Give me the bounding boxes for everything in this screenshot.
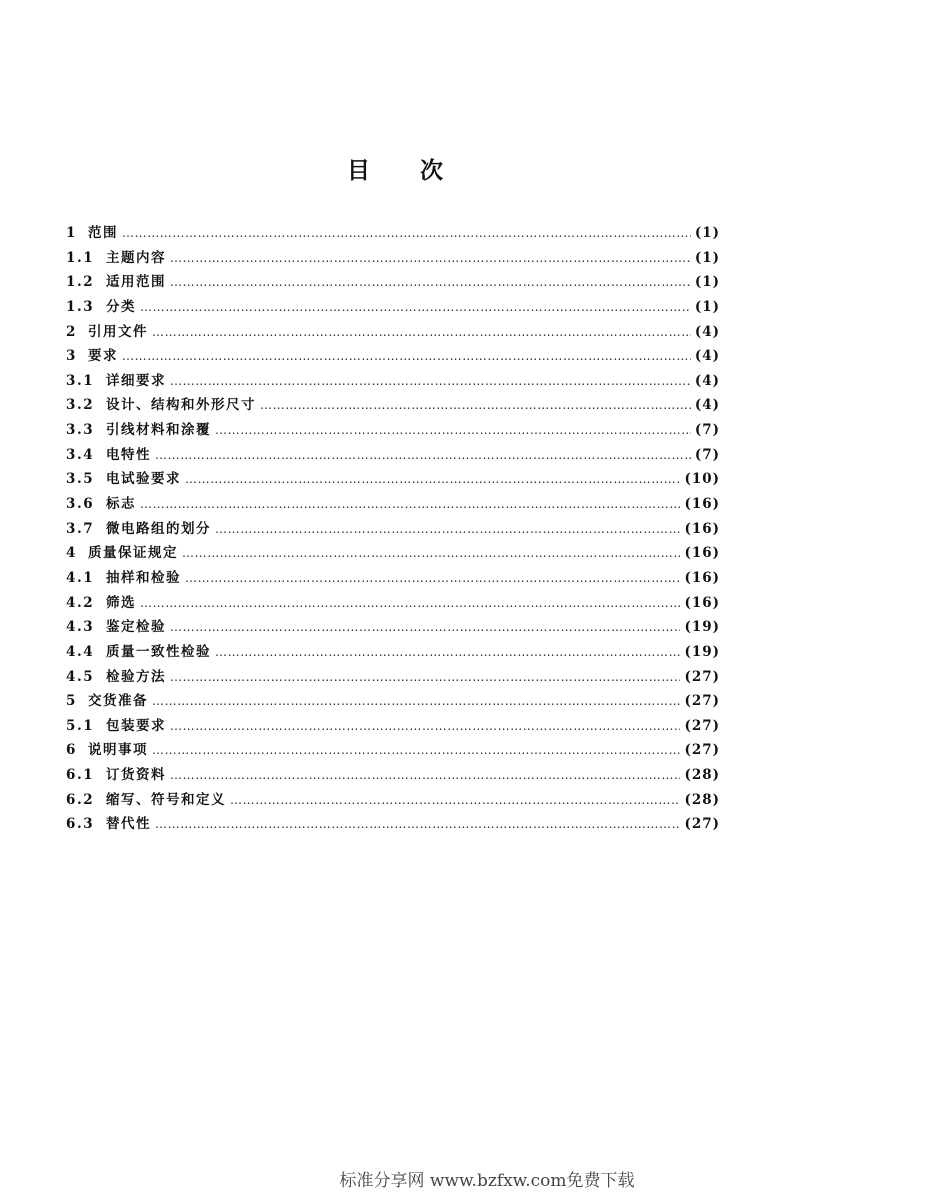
toc-page: (7) [694, 422, 720, 439]
toc-entry[interactable] [66, 763, 720, 788]
page-title [0, 152, 790, 185]
toc-number: 5.1 [66, 717, 95, 734]
toc-page: (16) [684, 520, 720, 537]
toc-number: 3.6 [66, 496, 95, 513]
toc-entry[interactable] [66, 665, 720, 690]
toc-entry[interactable] [66, 492, 720, 517]
toc-page: (27) [684, 816, 720, 833]
toc-leader [215, 423, 691, 437]
toc-page: (1) [694, 274, 720, 291]
toc-leader [170, 719, 680, 733]
toc-number: 6.2 [66, 791, 95, 808]
title-char-right: 次 [420, 158, 443, 184]
toc-number: 1.3 [66, 298, 95, 315]
toc-entry[interactable] [66, 812, 720, 837]
toc-label: 抽样和检验 [106, 569, 181, 586]
toc-number: 5 [66, 693, 77, 710]
footer-watermark: 标准分享网 www.bzfxw.com免费下载 [339, 1171, 635, 1191]
toc-page: (1) [694, 249, 720, 266]
toc-page: (4) [694, 372, 720, 389]
toc-entry[interactable] [66, 344, 720, 369]
toc-label: 引线材料和涂覆 [106, 422, 211, 439]
table-of-contents [66, 221, 720, 837]
toc-leader [170, 374, 691, 388]
toc-label: 引用文件 [88, 323, 148, 340]
toc-number: 3.1 [66, 372, 95, 389]
toc-page: (16) [684, 594, 720, 611]
toc-label: 交货准备 [88, 693, 148, 710]
toc-entry[interactable] [66, 714, 720, 739]
toc-number: 1.2 [66, 274, 95, 291]
toc-page: (28) [684, 767, 720, 784]
toc-number: 4.2 [66, 594, 95, 611]
toc-leader [140, 300, 691, 314]
toc-label: 微电路组的划分 [106, 520, 211, 537]
toc-label: 替代性 [106, 816, 151, 833]
toc-number: 6 [66, 742, 77, 759]
toc-entry[interactable] [66, 221, 720, 246]
toc-number: 6.3 [66, 816, 95, 833]
toc-leader [140, 497, 680, 511]
toc-page: (4) [694, 348, 720, 365]
toc-label: 要求 [88, 348, 118, 365]
toc-leader [170, 670, 680, 684]
toc-label: 范围 [88, 225, 118, 241]
toc-number: 4 [66, 545, 77, 562]
toc-entry[interactable] [66, 689, 720, 714]
toc-page: (16) [684, 496, 720, 513]
toc-number: 3.7 [66, 520, 95, 537]
toc-leader [215, 645, 680, 659]
toc-page: (27) [684, 693, 720, 710]
toc-entry[interactable] [66, 418, 720, 443]
toc-number: 3.2 [66, 397, 95, 414]
toc-number: 3 [66, 348, 77, 365]
toc-label: 主题内容 [106, 249, 166, 266]
toc-page: (19) [684, 619, 720, 636]
toc-entry[interactable] [66, 738, 720, 763]
toc-page: (27) [684, 668, 720, 685]
toc-number: 1 [66, 225, 77, 241]
toc-entry[interactable] [66, 320, 720, 345]
toc-leader [185, 472, 680, 486]
toc-leader [230, 793, 680, 807]
toc-leader [170, 275, 691, 289]
toc-entry[interactable] [66, 295, 720, 320]
toc-entry[interactable] [66, 270, 720, 295]
toc-leader [182, 546, 680, 560]
toc-label: 标志 [106, 496, 136, 513]
toc-page: (10) [684, 471, 720, 488]
toc-number: 3.5 [66, 471, 95, 488]
toc-number: 4.3 [66, 619, 95, 636]
toc-number: 3.4 [66, 446, 95, 463]
toc-page: (7) [694, 446, 720, 463]
toc-label: 包装要求 [106, 717, 166, 734]
toc-number: 4.1 [66, 569, 95, 586]
toc-leader [170, 251, 691, 265]
toc-label: 设计、结构和外形尺寸 [106, 397, 256, 414]
toc-leader [155, 448, 691, 462]
toc-number: 4.5 [66, 668, 95, 685]
toc-entry[interactable] [66, 443, 720, 468]
toc-entry[interactable] [66, 246, 720, 271]
toc-label: 质量保证规定 [88, 545, 178, 562]
toc-page: (27) [684, 717, 720, 734]
toc-page: (16) [684, 569, 720, 586]
toc-entry[interactable] [66, 615, 720, 640]
toc-page: (19) [684, 643, 720, 660]
toc-page: (27) [684, 742, 720, 759]
toc-entry[interactable] [66, 369, 720, 394]
toc-label: 电试验要求 [106, 471, 181, 488]
toc-leader [152, 743, 680, 757]
toc-entry[interactable] [66, 566, 720, 591]
toc-page: (4) [694, 323, 720, 340]
toc-label: 缩写、符号和定义 [106, 791, 226, 808]
toc-leader [215, 522, 680, 536]
toc-entry[interactable] [66, 517, 720, 542]
toc-label: 鉴定检验 [106, 619, 166, 636]
toc-page: (28) [684, 791, 720, 808]
toc-label: 检验方法 [106, 668, 166, 685]
toc-entry[interactable] [66, 788, 720, 813]
toc-label: 分类 [106, 298, 136, 315]
toc-number: 6.1 [66, 767, 95, 784]
toc-number: 1.1 [66, 249, 95, 266]
toc-leader [155, 817, 680, 831]
toc-entry[interactable] [66, 393, 720, 418]
toc-label: 适用范围 [106, 274, 166, 291]
toc-entry[interactable] [66, 541, 720, 566]
toc-number: 3.3 [66, 422, 95, 439]
toc-page: (4) [694, 397, 720, 414]
toc-entry[interactable] [66, 591, 720, 616]
title-char-left: 目 [347, 158, 370, 184]
toc-leader [140, 596, 680, 610]
toc-entry[interactable] [66, 640, 720, 665]
toc-leader [122, 349, 691, 363]
toc-leader [170, 768, 680, 782]
toc-page: (1) [694, 225, 720, 241]
toc-number: 2 [66, 323, 77, 340]
toc-label: 筛选 [106, 594, 136, 611]
toc-leader [185, 571, 680, 585]
toc-leader [260, 398, 691, 412]
toc-leader [170, 620, 680, 634]
toc-entry[interactable] [66, 467, 720, 492]
toc-page: (16) [684, 545, 720, 562]
toc-label: 电特性 [106, 446, 151, 463]
toc-leader [152, 694, 680, 708]
toc-label: 说明事项 [88, 742, 148, 759]
toc-label: 订货资料 [106, 767, 166, 784]
toc-label: 详细要求 [106, 372, 166, 389]
toc-label: 质量一致性检验 [106, 643, 211, 660]
toc-page: (1) [694, 298, 720, 315]
toc-leader [152, 325, 691, 339]
toc-number: 4.4 [66, 643, 95, 660]
toc-leader [122, 226, 691, 240]
